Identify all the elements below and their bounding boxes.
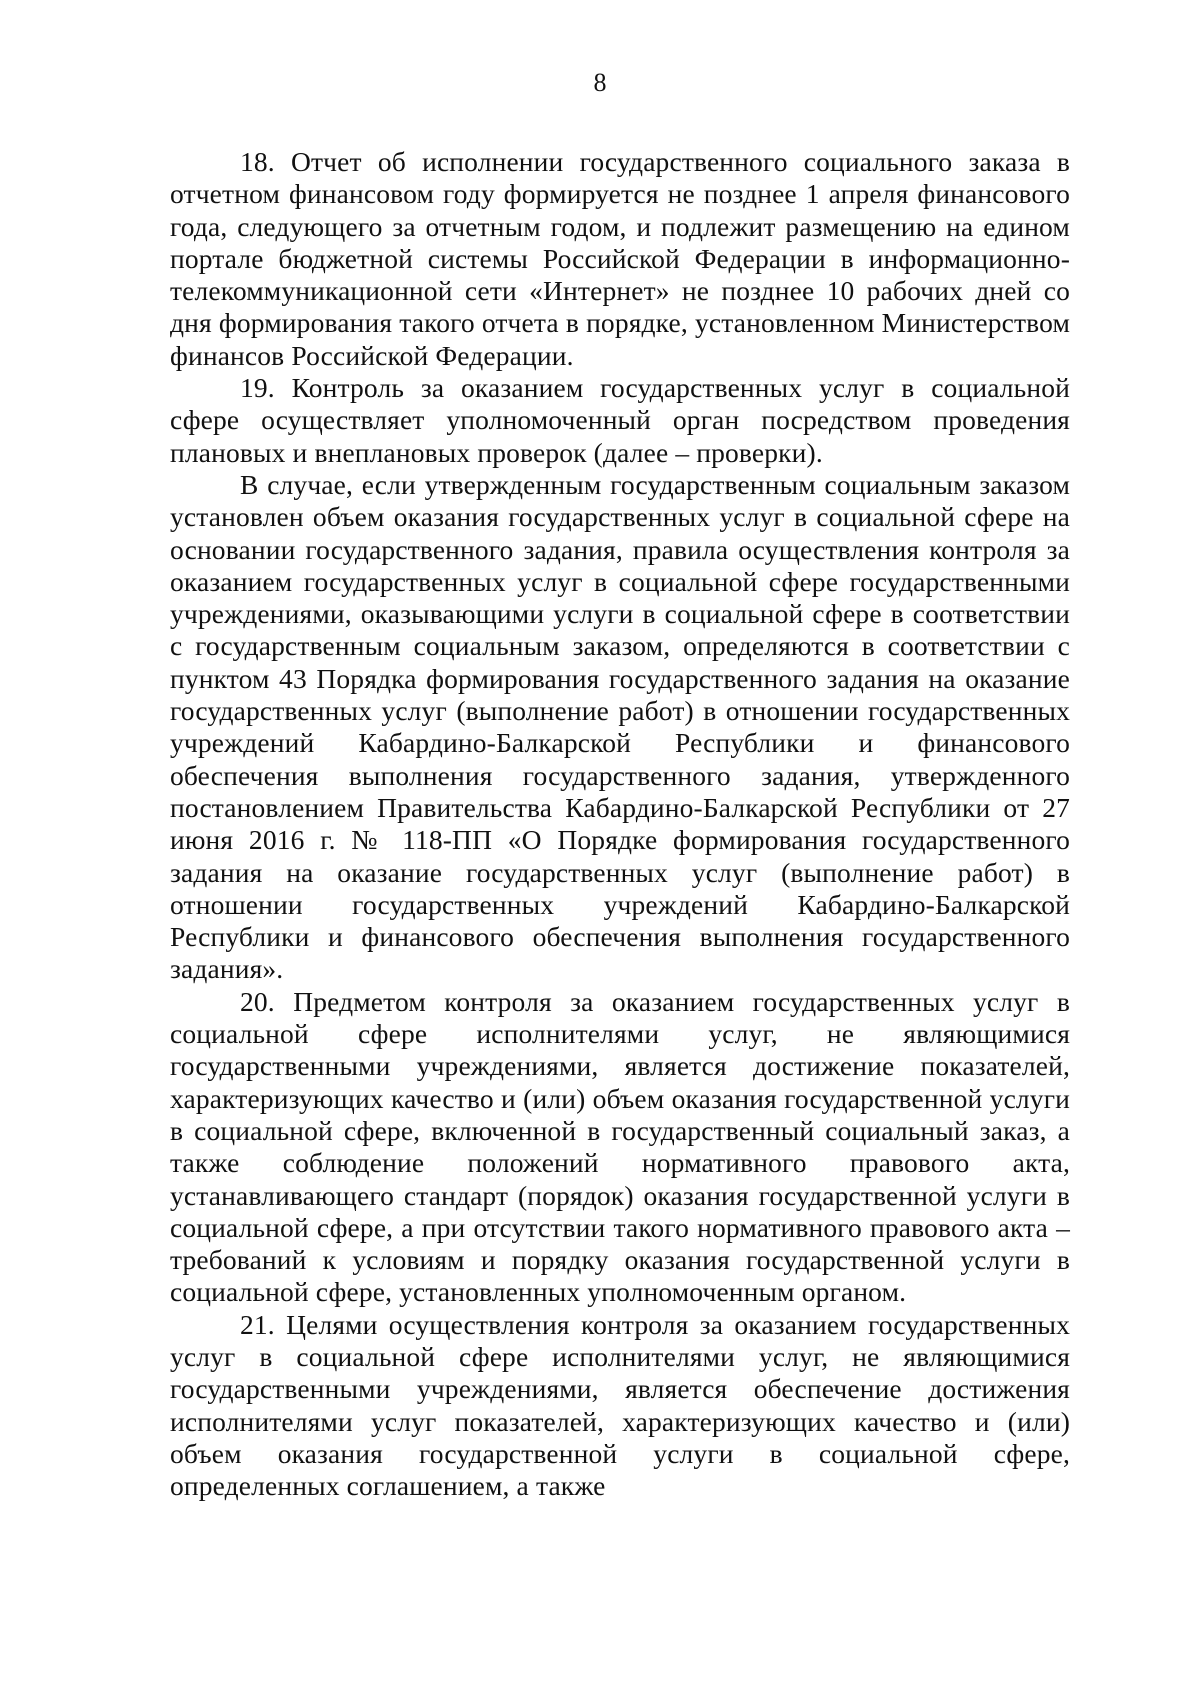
paragraph-18: 18. Отчет об исполнении государственного социального заказа в отчетном финансовом году формируется не позднее 1 апреля финансового года, следующего за отчетным годом, и подлежит размещению на едином портале бюджетной системы Российской Федерации в информационно-телекоммуникационной сети «Интернет» не позднее 10 рабочих дней со дня формирования такого отчета в порядке, установленном Министерством финансов Российской Федерации. (170, 146, 1070, 371)
document-body (170, 146, 1070, 1502)
paragraph-20: 20. Предметом контроля за оказанием государственных услуг в социальной сфере исполнителями услуг, не являющимися государственными учреждениями, является достижение показателей, характеризующих качество и (или) объем оказания государственной услуги в социальной сфере, включенной в государственный социальный заказ, а также соблюдение положений нормативного правового акта, устанавливающего стандарт (порядок) оказания государственной услуги в социальной сфере, а при отсутствии такого нормативного правового акта – требований к условиям и порядку оказания государственной услуги в социальной сфере, установленных уполномоченным органом. (170, 985, 1070, 1308)
paragraph-19-continuation: В случае, если утвержденным государственным социальным заказом установлен объем оказания государственных услуг в социальной сфере на основании государственного задания, правила осуществления контроля за оказанием государственных услуг в социальной сфере государственными учреждениями, оказывающими услуги в социальной сфере в соответствии с государственным социальным заказом, определяются в соответствии с пунктом 43 Порядка формирования государственного задания на оказание государственных услуг (выполнение работ) в отношении государственных учреждений Кабардино-Балкарской Республики и финансового обеспечения выполнения государственного задания, утвержденного постановлением Правительства Кабардино-Балкарской Республики от 27 июня 2016 г. № 118-ПП «О Порядке формирования государственного задания на оказание государственных услуг (выполнение работ) в отношении государственных учреждений Кабардино-Балкарской Республики и финансового обеспечения выполнения государственного задания». (170, 468, 1070, 985)
page-number: 8 (593, 68, 607, 97)
paragraph-19: 19. Контроль за оказанием государственных услуг в социальной сфере осуществляет уполномоченный орган посредством проведения плановых и внеплановых проверок (далее – проверки). (170, 372, 1070, 468)
paragraph-21: 21. Целями осуществления контроля за оказанием государственных услуг в социальной сфере исполнителями услуг, не являющимися государственными учреждениями, является обеспечение достижения исполнителями услуг показателей, характеризующих качество и (или) объем оказания государственной услуги в социальной сфере, определенных соглашением, а также (170, 1308, 1070, 1502)
